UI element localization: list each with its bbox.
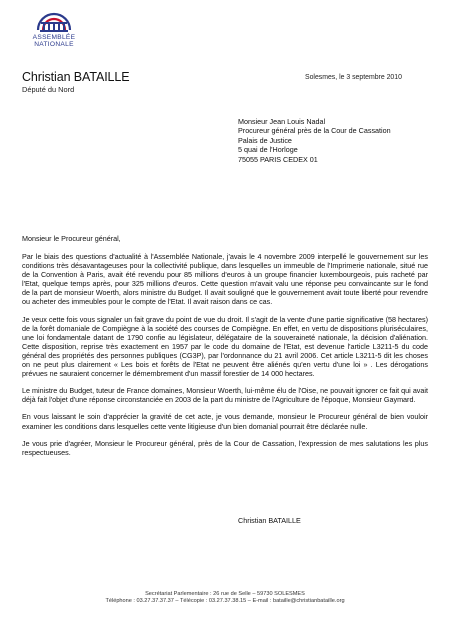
- assemblee-nationale-logo: [22, 8, 86, 48]
- salutation: Monsieur le Procureur général,: [22, 234, 121, 243]
- recipient-line: 5 quai de l'Horloge: [238, 145, 298, 155]
- recipient-line: Monsieur Jean Louis Nadal: [238, 117, 326, 126]
- body-paragraph: En vous laissant le soin d'apprécier la gravité de cet acte, je vous demande, monsieur le Procureur général de bien vouloir examiner les conditions dans lesquelles cette vente litigieuse d'un bien domanial pourrait être déclarée nulle.: [22, 412, 428, 431]
- signature: Christian BATAILLE: [238, 516, 301, 525]
- place-date: Solesmes, le 3 septembre 2010: [305, 74, 402, 81]
- footer: [0, 591, 450, 605]
- hemicycle-emblem-icon: [34, 8, 74, 34]
- logo-line-1: ASSEMBLÉE: [32, 34, 76, 41]
- logo-line-2: NATIONALE: [34, 41, 74, 48]
- body-paragraph: Par le biais des questions d'actualité à l'Assemblée Nationale, j'avais le 4 novembre 2009 interpellé le gouvernement sur les conditions très désavantageuses pour la collectivité publique, dans lesquelles un immeuble de l'Imprimerie nationale, situé rue de la Convention à Paris, avait été revendu pour 85 millions d'euros à un groupe financier luxembourgeois, puis racheté par l'Etat, quelque temps après, pour 325 millions d'euros. Cette question m'avait valu une réponse peu convaincante sur le fond de la part de monsieur Woerth, alors ministre du Budget. Il avait souligné que le gouvernement avait toute liberté pour revendre ou acheter des immeubles pour le compte de l'Etat. Il avait raison dans ce cas.: [22, 252, 428, 307]
- recipient-line: Procureur général près de la Cour de Cassation: [238, 126, 391, 136]
- sender-title: Député du Nord: [22, 85, 75, 94]
- recipient-address: [238, 117, 391, 164]
- letter-body: [22, 252, 428, 465]
- recipient-line: Palais de Justice: [238, 135, 292, 145]
- body-paragraph: Le ministre du Budget, tuteur de France domaines, Monsieur Woerth, lui-même élu de l'Oise, ne pouvait ignorer ce fait qui avait déjà fait l'objet d'une réponse circonstanciée en 2003 de la part du ministre de l'Agriculture de l'époque, Monsieur Gaymard.: [22, 386, 428, 405]
- footer-line-contact: Téléphone : 03.27.37.37.37 – Télécopie : 03.27.37.38.15 – E-mail : bataille@christianbataille.org: [105, 598, 345, 605]
- body-paragraph: Je veux cette fois vous signaler un fait grave du point de vue du droit. Il s'agit de la vente d'une partie significative (58 hectares) de la forêt domaniale de Compiègne à la société des courses de Compiègne. En effet, en vertu de dispositions pluriséculaires, une loi fondamentale datant de 1790 confie au législateur, délégataire de la souveraineté nationale, la décision d'aliénation. Cette disposition, reprise très exactement en 1957 par le code du domaine de l'Etat, est devenue l'article L3211-5 du code général des propriétés des personnes publiques (CG3P), par l'ordonnance du 21 avril 2006. Cet article L3211-5 dit les choses on ne peut plus clairement « Les bois et forêts de l'Etat ne peuvent être aliénés qu'en vertu d'une loi » . Les dérogations prévues ne sauraient concerner le démembrement d'un massif forestier de 14 000 hectares.: [22, 314, 428, 379]
- recipient-line: 75055 PARIS CEDEX 01: [238, 154, 318, 164]
- footer-line-address: Secrétariat Parlementaire : 26 rue de Selle – 59730 SOLESMES: [145, 591, 305, 597]
- body-paragraph: Je vous prie d'agréer, Monsieur le Procureur général, près de la Cour de Cassation, l'expression de mes salutations les plus respectueuses.: [22, 438, 428, 457]
- sender-name: Christian BATAILLE: [22, 70, 130, 84]
